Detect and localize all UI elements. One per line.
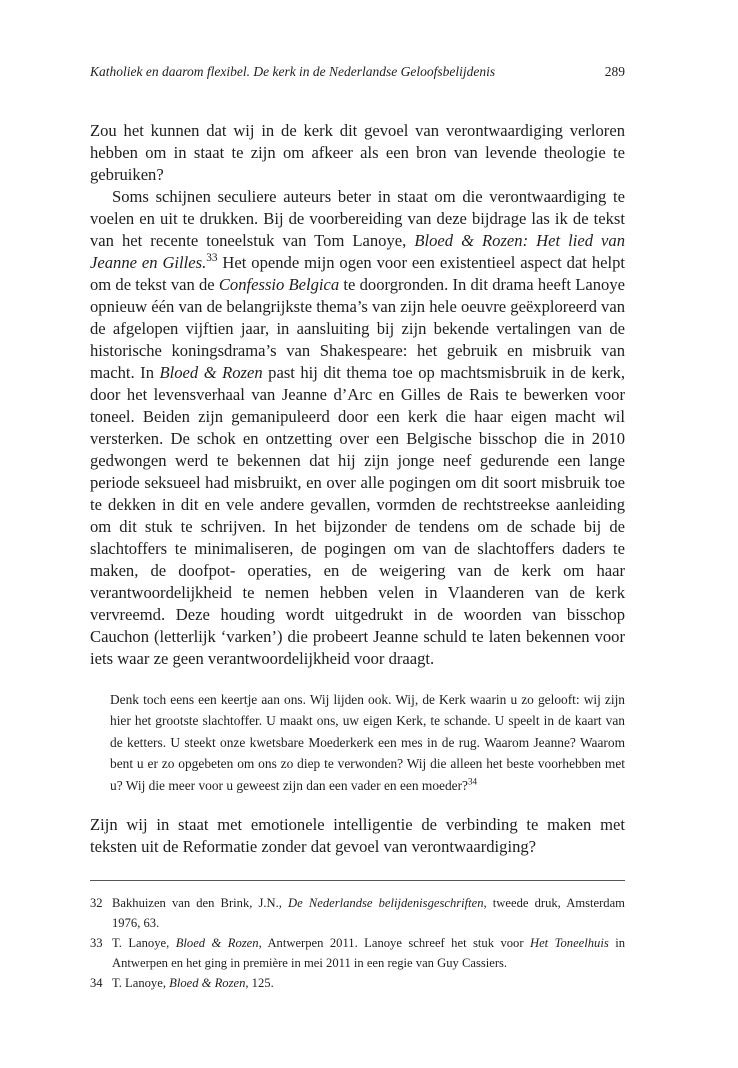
running-head	[90, 64, 625, 80]
text-run: Het opende mijn ogen voor een existentieel aspect dat helpt om de tekst van de	[90, 253, 626, 294]
footnote-32	[90, 893, 625, 933]
text-run: T. Lanoye,	[112, 936, 176, 951]
text-run: , Antwerpen 2011. Lanoye schreef het stuk voor	[258, 936, 530, 951]
footnote-ref-33[interactable]: 33	[206, 252, 218, 265]
theatre-title: Het Toneelhuis	[530, 936, 609, 951]
text-run: past hij dit thema toe op machtsmisbruik in de kerk, door het levensverhaal van Jeanne d’Arc en Gilles de Rais te bewerken voor toneel. Beiden zijn gemanipuleerd door een kerk die haar eigen macht wil versterken. De schok en ontzetting over een Belgische bisschop die in 2010 gedwongen werd te bekennen dat hij zijn jonge neef gedurende een lange periode seksueel had misbruikt, en over alle pogingen om dit soort misbruik toe te dekken in dit en vele andere gevallen, vormden de rechtstreekse aanleiding om dit stuk te schrijven. In het bijzonder de tendens om de schade bij de slachtoffers te minimaliseren, de pogingen om van de slachtoffers daders te maken, de doofpot- operaties, en de weigering van de kerk om haar verantwoordelijkheid te nemen hebben velen in Vlaanderen van de kerk vervreemd. Deze houding wordt uitgedrukt in de woorden van bisschop Cauchon (letterlijk ‘varken’) die probeert Jeanne schuld te laten bekennen voor iets waar ze geen verantwoordelijkheid voor draagt.	[90, 363, 625, 668]
play-title: Bloed & Rozen: Het lied van Jeanne en Gilles.	[90, 231, 625, 272]
text-run: T. Lanoye,	[112, 976, 170, 991]
text-run: , 125.	[245, 976, 274, 991]
body-text	[90, 120, 625, 858]
book-title: De Nederlandse belijdenisgeschriften	[288, 896, 484, 911]
footnote-ref-34[interactable]: 34	[468, 776, 478, 787]
running-head-title: Katholiek en daarom flexibel. De kerk in de Nederlandse Geloofsbelijdenis	[90, 64, 496, 79]
page-number: 289	[604, 64, 625, 79]
footnotes	[90, 893, 625, 993]
text-run: Bakhuizen van den Brink, J.N.,	[112, 896, 289, 911]
footnote-text	[112, 933, 625, 973]
footnote-text	[112, 973, 625, 993]
paragraph-1: Zou het kunnen dat wij in de kerk dit gevoel van verontwaardiging verloren hebben om in staat te zijn om afkeer als een bron van levende theologie te gebruiken?	[90, 121, 625, 184]
footnote-divider	[90, 880, 625, 881]
footnote-number: 34	[90, 976, 103, 991]
footnote-33	[90, 933, 625, 973]
footnote-number: 33	[90, 936, 103, 951]
text-run: te doorgronden. In dit drama heeft Lanoye opnieuw één van de belangrijkste thema’s van zijn hele oeuvre geëxploreerd van de afgelopen vijftien jaar, in aansluiting bij zijn bekende vertalingen van de historische koningsdrama’s van Shakespeare: het gebruik en misbruik van macht. In	[90, 275, 625, 382]
play-title: Bloed & Rozen	[159, 363, 263, 382]
confession-title: Confessio Belgica	[218, 275, 340, 294]
quote-text: Denk toch eens een keertje aan ons. Wij lijden ook. Wij, de Kerk waarin u zo gelooft: wij zijn hier het grootste slachtoffer. U maakt ons, uw eigen Kerk, te schande. U speelt in de kaart van de ketters. U steekt onze kwetsbare Moederkerk een mes in de rug. Waarom Jeanne? Waarom bent u er zo opgebeten om ons zo diep te verwonden? Wij die alleen het beste voorhebben met u? Wij die meer voor u geweest zijn dan een vader en een moeder?	[110, 692, 625, 793]
text-run: in Antwerpen en het ging in première in mei 2011 in een regie van Guy Cassiers.	[112, 936, 625, 971]
text-run: , tweede druk, Amsterdam 1976, 63.	[112, 896, 625, 931]
footnote-text	[112, 893, 625, 933]
page	[90, 64, 625, 993]
text-run: Soms schijnen seculiere auteurs beter in staat om die verontwaardiging te voelen en uit te drukken. Bij de voorbereiding van deze bijdrage las ik de tekst van het recente toneelstuk van Tom Lanoye,	[90, 187, 625, 250]
footnote-number: 32	[90, 896, 103, 911]
block-quote	[110, 689, 625, 796]
paragraph-2	[90, 186, 625, 670]
book-title: Bloed & Rozen	[175, 936, 259, 951]
footnote-34	[90, 973, 625, 993]
paragraph-3: Zijn wij in staat met emotionele intelligentie de verbinding te maken met teksten uit de Reformatie zonder dat gevoel van verontwaardiging?	[90, 815, 625, 857]
book-title: Bloed & Rozen	[169, 976, 246, 991]
